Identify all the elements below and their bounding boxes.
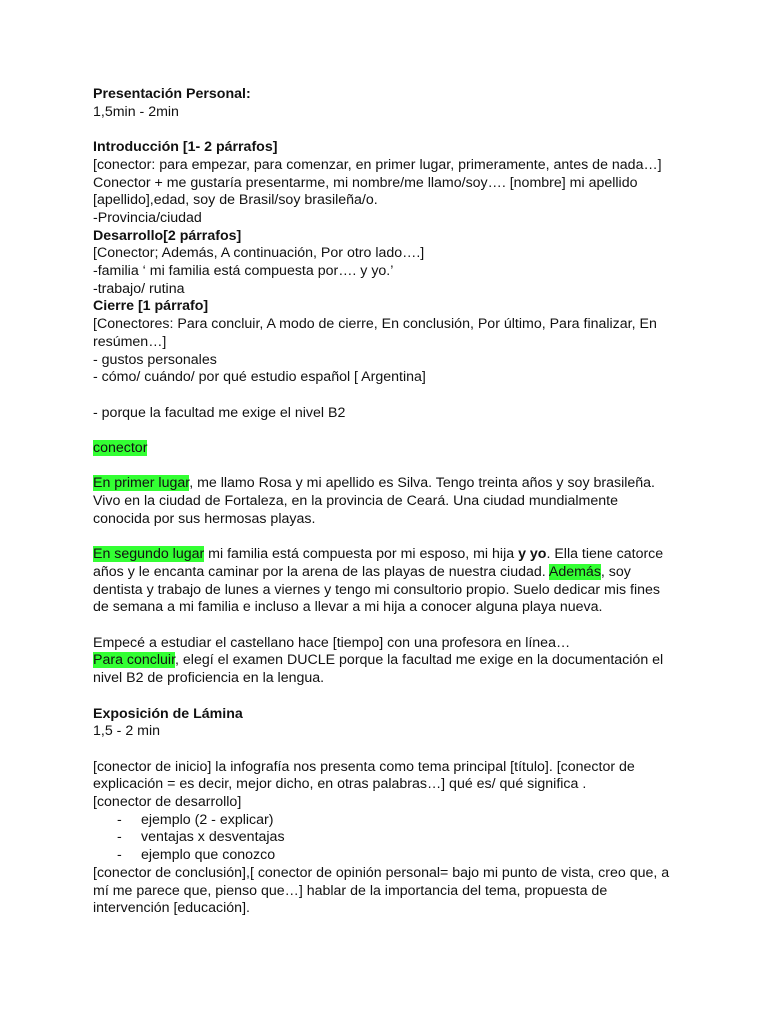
paragraph-2-line: dentista y trabajo de lunes a viernes y tengo mi consultorio propio. Suelo dedicar mis fines	[93, 581, 661, 598]
connector-highlight: Además	[548, 563, 601, 580]
list-item-text: ejemplo que conozco	[141, 847, 276, 864]
paragraph-3-line: Empecé a estudiar el castellano hace [tiempo] con una profesora en línea…	[93, 634, 571, 651]
paragraph-1-line: Vivo en la ciudad de Fortaleza, en la provincia de Ceará. Una ciudad mundialmente	[93, 493, 618, 510]
lamina-line: [conector de inicio] la infografía nos presenta como tema principal [título]. [conector de	[93, 758, 635, 775]
intro-line: [apellido],edad, soy de Brasil/soy brasileña/o.	[93, 192, 378, 209]
lamina-line: [conector de desarrollo]	[93, 794, 242, 810]
spacer	[93, 387, 673, 405]
lamina-line: mí me parece que, pienso que…] hablar de la importancia del tema, propuesta de	[93, 882, 608, 899]
paragraph-text: , soy	[600, 563, 631, 580]
desarrollo-heading: Desarrollo[2 párrafos]	[93, 227, 242, 244]
spacer	[93, 688, 673, 706]
bullet-marker: -	[117, 829, 122, 846]
cierre-line: resúmen…]	[93, 333, 167, 350]
paragraph-text: , me llamo Rosa y mi apellido es Silva. Tengo treinta años y soy brasileña.	[189, 475, 655, 492]
spacer	[93, 458, 673, 476]
lamina-line: explicación = es decir, mejor dicho, en otras palabras…] qué es/ qué significa .	[93, 776, 587, 793]
spacer	[93, 741, 673, 759]
cierre-heading: Cierre [1 párrafo]	[93, 298, 209, 315]
desarrollo-line: -trabajo/ rutina	[93, 280, 185, 297]
list-item	[93, 847, 673, 865]
cierre-line: - porque la facultad me exige el nivel B2	[93, 404, 346, 421]
paragraph-2-line: de semana a mi familia e incluso a llevar a mi hija a conocer alguna playa nueva.	[93, 599, 603, 616]
spacer	[93, 617, 673, 635]
paragraph-1-line	[93, 475, 673, 493]
connector-legend-highlight: conector	[93, 440, 148, 457]
paragraph-text: años y le encanta caminar por la arena de las playas de nuestra ciudad.	[93, 563, 549, 580]
connector-legend	[93, 440, 673, 458]
cierre-line: [Conectores: Para concluir, A modo de cierre, En conclusión, Por último, Para finalizar, En	[93, 316, 657, 333]
connector-highlight: Para concluir	[93, 652, 176, 669]
lamina-duration: 1,5 - 2 min	[93, 723, 161, 740]
connector-highlight: En segundo lugar	[93, 546, 205, 563]
lamina-line: intervención [educación].	[93, 900, 250, 917]
bullet-marker: -	[117, 847, 122, 864]
intro-line: Conector + me gustaría presentarme, mi nombre/me llamo/soy…. [nombre] mi apellido	[93, 174, 638, 191]
cierre-line: - cómo/ cuándo/ por qué estudio español [ Argentina]	[93, 369, 426, 386]
list-item	[93, 829, 673, 847]
paragraph-3-line: nivel B2 de proficiencia en la lengua.	[93, 670, 325, 687]
paragraph-2-line	[93, 564, 673, 582]
bullet-marker: -	[117, 811, 122, 828]
paragraph-text: mi familia está compuesta por mi esposo, mi hija	[204, 546, 519, 563]
lamina-line: [conector de conclusión],[ conector de opinión personal= bajo mi punto de vista, creo que, a	[93, 864, 670, 881]
list-item-text: ejemplo (2 - explicar)	[141, 811, 274, 828]
list-item	[93, 812, 673, 830]
bold-text: y yo	[518, 546, 547, 563]
paragraph-3-line	[93, 652, 673, 670]
intro-heading: Introducción [1- 2 párrafos]	[93, 139, 278, 156]
document-page	[93, 86, 673, 918]
cierre-line: - gustos personales	[93, 351, 217, 368]
paragraph-1-line: conocida por sus hermosas playas.	[93, 510, 316, 527]
intro-line: [conector: para empezar, para comenzar, en primer lugar, primeramente, antes de nada…]	[93, 156, 662, 173]
spacer	[93, 529, 673, 547]
spacer	[93, 422, 673, 440]
paragraph-text: . Ella tiene catorce	[546, 546, 664, 563]
intro-line: -Provincia/ciudad	[93, 209, 202, 226]
paragraph-2-line	[93, 546, 673, 564]
presentation-duration: 1,5min - 2min	[93, 103, 179, 120]
lamina-title: Exposición de Lámina	[93, 705, 243, 722]
paragraph-text: , elegí el examen DUCLE porque la facultad me exige en la documentación el	[175, 652, 664, 669]
connector-highlight: En primer lugar	[93, 475, 190, 492]
presentation-title: Presentación Personal:	[93, 86, 251, 102]
list-item-text: ventajas x desventajas	[141, 829, 285, 846]
desarrollo-line: [Conector; Además, A continuación, Por otro lado….]	[93, 245, 425, 262]
desarrollo-line: -familia ‘ mi familia está compuesta por…. y yo.’	[93, 263, 394, 280]
spacer	[93, 121, 673, 139]
